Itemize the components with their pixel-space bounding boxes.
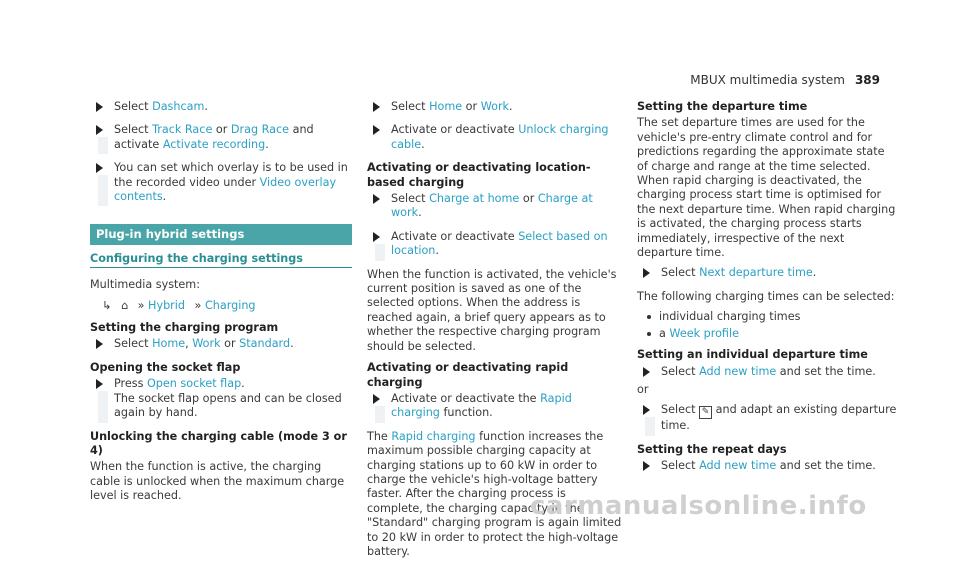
step-arrow-icon [373, 232, 380, 242]
page-header [690, 73, 880, 87]
step-arrow-icon [96, 379, 103, 389]
step-text: or [212, 123, 231, 137]
step-rapid-charging [367, 392, 623, 421]
step-add-new-time-repeat [637, 459, 897, 473]
step-text: Select [661, 459, 700, 473]
step-arrow-icon [373, 102, 380, 112]
paragraph-departure: The set departure times are used for the vehicle's pre-entry climate control and for predictions regarding the approximate state of charge and range at the time selected. When rapid charging is deactivated, the charging process start time is optimised for the next departure time. When rapid charging is activated, the charging process starts immediately, irrespective of the next departure time. [637, 116, 896, 260]
paragraph-unlock: When the function is active, the charging cable is unlocked when the maximum charge level is reached. [90, 460, 345, 503]
paragraph-following: The following charging times can be selected: [637, 289, 895, 303]
paragraph-text: The [367, 429, 392, 443]
column-right [637, 100, 897, 483]
page-number: 389 [854, 73, 880, 87]
menu-path [90, 299, 352, 313]
step-bar [98, 137, 108, 154]
link-next-departure-time[interactable]: Next departure time [699, 266, 813, 280]
path-arrow-icon: ↳ [102, 298, 112, 312]
link-add-new-time[interactable]: Add new time [699, 364, 777, 378]
step-arrow-icon [643, 461, 650, 471]
paragraph-location: When the function is activated, the vehicle's current position is saved as one of the selected options. When the address is reached again, a brief query appears as to whether the respective charging program should be selected. [367, 267, 617, 353]
step-text: and set the time. [776, 459, 876, 473]
step-result-text: The socket flap opens and can be closed again by hand. [114, 391, 342, 420]
step-next-departure [637, 266, 897, 280]
heading-location-charging: Activating or deactivating location-based charging [367, 161, 591, 189]
step-text: Activate or deactivate [391, 229, 519, 243]
list-item-text: a [659, 326, 670, 340]
path-chevron-icon: » [137, 298, 145, 312]
step-text: Select [391, 100, 430, 113]
path-charging[interactable]: Charging [204, 298, 256, 312]
link-rapid-charging[interactable]: Rapid charging [391, 391, 572, 420]
watermark: carmanualsonline.info [530, 491, 867, 521]
step-arrow-icon [643, 268, 650, 278]
heading-unlock-cable: Unlocking the charging cable (mode 3 or 4) [90, 429, 347, 457]
link-dashcam[interactable]: Dashcam [152, 100, 205, 113]
list-item-text: individual charging times [659, 310, 801, 324]
step-add-new-time [637, 365, 897, 379]
heading-departure-time: Setting the departure time [637, 100, 808, 113]
heading-repeat-days: Setting the repeat days [637, 442, 787, 456]
step-arrow-icon [96, 125, 103, 135]
heading-individual-departure: Setting an individual departure time [637, 348, 868, 362]
step-text: . [290, 337, 294, 351]
link-work[interactable]: Work [480, 100, 510, 113]
step-text: or [519, 192, 538, 206]
step-text: Select [391, 192, 430, 206]
step-arrow-icon [643, 367, 650, 377]
step-text: You can set which overlay is to be used in the recorded video under [114, 161, 348, 189]
step-bar [98, 391, 108, 422]
step-charge-at [367, 192, 623, 221]
step-text: and set the time. [776, 364, 876, 378]
step-open-flap [90, 377, 352, 420]
step-text: . [812, 266, 817, 280]
link-work[interactable]: Work [192, 337, 221, 351]
step-text: and adapt an existing departure time. [661, 403, 897, 433]
link-charge-at-home[interactable]: Charge at home [429, 192, 520, 206]
step-edit-departure [637, 403, 897, 433]
step-arrow-icon [373, 125, 380, 135]
path-hybrid[interactable]: Hybrid [148, 298, 185, 312]
link-week-profile[interactable]: Week profile [669, 326, 739, 340]
section-banner: Plug-in hybrid settings [90, 224, 352, 244]
step-text: Select [114, 123, 153, 137]
link-drag-race[interactable]: Drag Race [230, 123, 290, 137]
step-arrow-icon [373, 394, 380, 404]
step-select-location [367, 230, 623, 259]
step-bar [645, 417, 655, 435]
link-charge-at-work[interactable]: Charge at work [391, 192, 593, 220]
step-text: Select [661, 364, 700, 378]
step-text: function. [439, 406, 493, 420]
step-arrow-icon [96, 163, 103, 173]
step-text: Activate or deactivate [391, 123, 519, 137]
link-select-based-on-location[interactable]: Select based on location [391, 229, 608, 258]
step-text: . [421, 137, 425, 151]
step-text: . [204, 100, 208, 113]
bullet-icon [647, 332, 651, 336]
link-standard[interactable]: Standard [239, 337, 291, 351]
link-rapid-charging-inline[interactable]: Rapid charging [391, 429, 476, 443]
step-arrow-icon [96, 102, 103, 112]
step-text: . [418, 206, 422, 220]
step-text: . [241, 377, 245, 391]
step-text: Press [114, 377, 147, 391]
bullet-icon [647, 315, 651, 319]
step-text: . [509, 100, 513, 113]
step-arrow-icon [643, 405, 650, 415]
column-left [90, 100, 352, 504]
step-bar [375, 244, 385, 261]
step-select-race [90, 123, 352, 152]
header-title: MBUX multimedia system [690, 73, 845, 87]
step-text: . [265, 137, 269, 151]
step-select-home-work [367, 100, 623, 114]
link-open-socket-flap[interactable]: Open socket flap [147, 377, 242, 391]
heading-rapid-charging: Activating or deactivating rapid charging [367, 361, 569, 389]
step-arrow-icon [96, 339, 103, 349]
step-text: Select [661, 266, 700, 280]
step-text: Select [114, 337, 153, 351]
link-activate-recording[interactable]: Activate recording [162, 137, 266, 151]
section-subheading: Configuring the charging settings [90, 249, 352, 268]
step-select-program [90, 337, 352, 351]
step-text: . [435, 244, 439, 258]
step-text: or [220, 337, 240, 351]
step-text: Select [661, 403, 700, 417]
link-unlock-charging-cable[interactable]: Unlock charging cable [391, 123, 609, 151]
link-home[interactable]: Home [429, 100, 463, 113]
step-text: . [162, 190, 167, 204]
step-overlay [90, 161, 352, 204]
step-text: Activate or deactivate the [391, 391, 541, 405]
paragraph-text: function increases the maximum possible charging capacity at charging stations up to 60 kW in order to charge the vehicle's high-voltage battery faster. After the charging process is complete, the charging capacity in the "Standard" charging program is again limited to 20 kW in order to protect the high-voltage battery. [367, 429, 622, 558]
link-home[interactable]: Home [152, 337, 186, 351]
pencil-icon[interactable]: ✎ [699, 406, 712, 419]
home-icon[interactable]: ⌂ [120, 298, 129, 312]
step-text: and activate [114, 123, 314, 151]
multimedia-system-label: Multimedia system: [90, 278, 200, 292]
step-bar [98, 175, 108, 206]
list-item [637, 310, 897, 324]
link-add-new-time[interactable]: Add new time [699, 459, 777, 473]
or-text: or [637, 382, 649, 396]
step-select-dashcam [90, 100, 352, 114]
step-text: or [462, 100, 481, 113]
step-text: Select [114, 100, 153, 113]
heading-charging-program: Setting the charging program [90, 321, 279, 335]
step-text: , [185, 337, 193, 351]
step-unlock-cable [367, 123, 623, 152]
step-bar [375, 406, 385, 423]
link-track-race[interactable]: Track Race [152, 123, 213, 137]
link-video-overlay-contents[interactable]: Video overlay contents [114, 175, 337, 204]
list-item [637, 327, 897, 341]
heading-socket-flap: Opening the socket flap [90, 360, 241, 374]
path-chevron-icon: » [194, 298, 202, 312]
step-arrow-icon [373, 194, 380, 204]
